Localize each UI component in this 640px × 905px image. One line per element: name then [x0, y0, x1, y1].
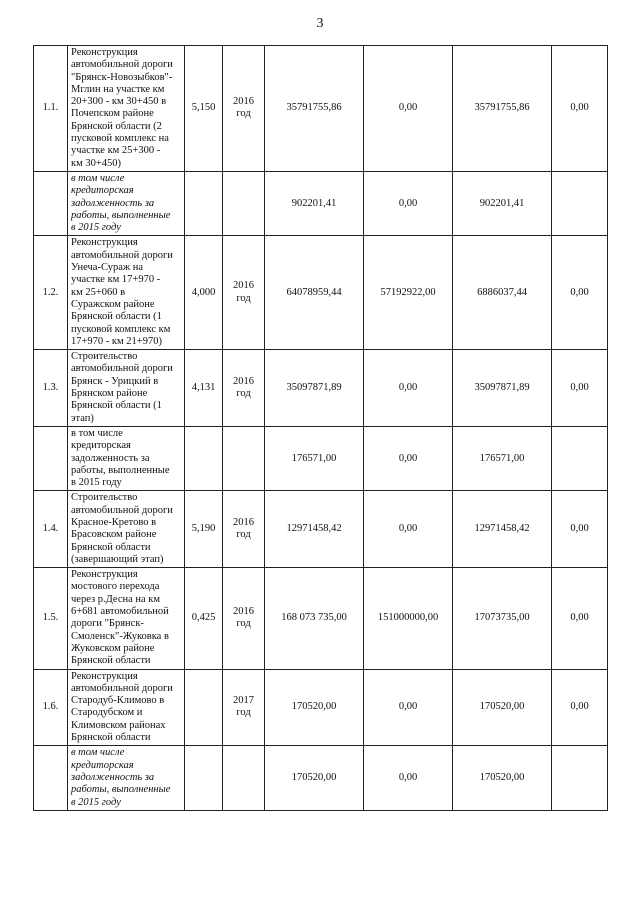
row-number	[34, 171, 68, 235]
row-number: 1.1.	[34, 46, 68, 172]
length-km	[185, 171, 223, 235]
length-km: 4,000	[185, 236, 223, 350]
table-row	[34, 568, 608, 669]
total-amount: 35791755,86	[265, 46, 364, 172]
project-name: Реконструкция мостового перехода через р.Десна на км 6+681 автомобильной дороги "Брянск- Смоленск"-Жуковка в Жуковском районе Брянской области	[68, 568, 185, 669]
length-km	[185, 669, 223, 746]
project-name: в том числе кредиторская задолженность за работы, выполненные в 2015 году	[68, 426, 185, 490]
total-amount: 170520,00	[265, 746, 364, 810]
project-name: Строительство автомобильной дороги Брянск - Урицкий в Брянском районе Брянской области (1 этап)	[68, 350, 185, 427]
federal-amount: 0,00	[364, 669, 453, 746]
table-row	[34, 350, 608, 427]
project-name: Строительство автомобильной дороги Красное-Кретово в Брасовском районе Брянской области (завершающий этап)	[68, 491, 185, 568]
row-number: 1.4.	[34, 491, 68, 568]
project-name: в том числе кредиторская задолженность за работы, выполненные в 2015 году	[68, 746, 185, 810]
row-number: 1.3.	[34, 350, 68, 427]
row-number: 1.6.	[34, 669, 68, 746]
year: 2016 год	[223, 568, 265, 669]
federal-amount: 151000000,00	[364, 568, 453, 669]
other-amount: 0,00	[552, 236, 608, 350]
regional-amount: 176571,00	[453, 426, 552, 490]
regional-amount: 17073735,00	[453, 568, 552, 669]
other-amount: 0,00	[552, 669, 608, 746]
table-row	[34, 426, 608, 490]
other-amount	[552, 426, 608, 490]
federal-amount: 0,00	[364, 350, 453, 427]
regional-amount: 35097871,89	[453, 350, 552, 427]
length-km	[185, 746, 223, 810]
regional-amount: 170520,00	[453, 746, 552, 810]
other-amount	[552, 746, 608, 810]
other-amount: 0,00	[552, 350, 608, 427]
length-km: 5,150	[185, 46, 223, 172]
federal-amount: 0,00	[364, 426, 453, 490]
road-works-table	[33, 45, 608, 811]
year: 2016 год	[223, 491, 265, 568]
year: 2016 год	[223, 236, 265, 350]
regional-amount: 902201,41	[453, 171, 552, 235]
table-row	[34, 491, 608, 568]
table-row	[34, 171, 608, 235]
other-amount: 0,00	[552, 46, 608, 172]
project-name: в том числе кредиторская задолженность за работы, выполненные в 2015 году	[68, 171, 185, 235]
regional-amount: 170520,00	[453, 669, 552, 746]
total-amount: 64078959,44	[265, 236, 364, 350]
table-row	[34, 236, 608, 350]
federal-amount: 0,00	[364, 171, 453, 235]
total-amount: 35097871,89	[265, 350, 364, 427]
regional-amount: 35791755,86	[453, 46, 552, 172]
other-amount: 0,00	[552, 568, 608, 669]
project-name: Реконструкция автомобильной дороги "Брянск-Новозыбков"- Мглин на участке км 20+300 - км 30+450 в Почепском районе Брянской области (2 пусковой комплекс на участке км 25+300 - км 30+450)	[68, 46, 185, 172]
other-amount	[552, 171, 608, 235]
row-number: 1.2.	[34, 236, 68, 350]
length-km: 4,131	[185, 350, 223, 427]
total-amount: 168 073 735,00	[265, 568, 364, 669]
year	[223, 171, 265, 235]
project-name: Реконструкция автомобильной дороги Стародуб-Климово в Стародубском и Климовском районах Брянской области	[68, 669, 185, 746]
federal-amount: 57192922,00	[364, 236, 453, 350]
federal-amount: 0,00	[364, 491, 453, 568]
year: 2017 год	[223, 669, 265, 746]
table-row	[34, 746, 608, 810]
year	[223, 746, 265, 810]
total-amount: 12971458,42	[265, 491, 364, 568]
row-number	[34, 426, 68, 490]
total-amount: 176571,00	[265, 426, 364, 490]
federal-amount: 0,00	[364, 746, 453, 810]
table-row	[34, 46, 608, 172]
total-amount: 902201,41	[265, 171, 364, 235]
page-number: 3	[316, 16, 324, 31]
project-name: Реконструкция автомобильной дороги Унеча-Сураж на участке км 17+970 - км 25+060 в Суражском районе Брянской области (1 пусковой комплекс км 17+970 - км 21+970)	[68, 236, 185, 350]
length-km: 5,190	[185, 491, 223, 568]
year: 2016 год	[223, 350, 265, 427]
total-amount: 170520,00	[265, 669, 364, 746]
regional-amount: 6886037,44	[453, 236, 552, 350]
other-amount: 0,00	[552, 491, 608, 568]
length-km	[185, 426, 223, 490]
length-km: 0,425	[185, 568, 223, 669]
regional-amount: 12971458,42	[453, 491, 552, 568]
row-number: 1.5.	[34, 568, 68, 669]
table-row	[34, 669, 608, 746]
federal-amount: 0,00	[364, 46, 453, 172]
year	[223, 426, 265, 490]
row-number	[34, 746, 68, 810]
year: 2016 год	[223, 46, 265, 172]
